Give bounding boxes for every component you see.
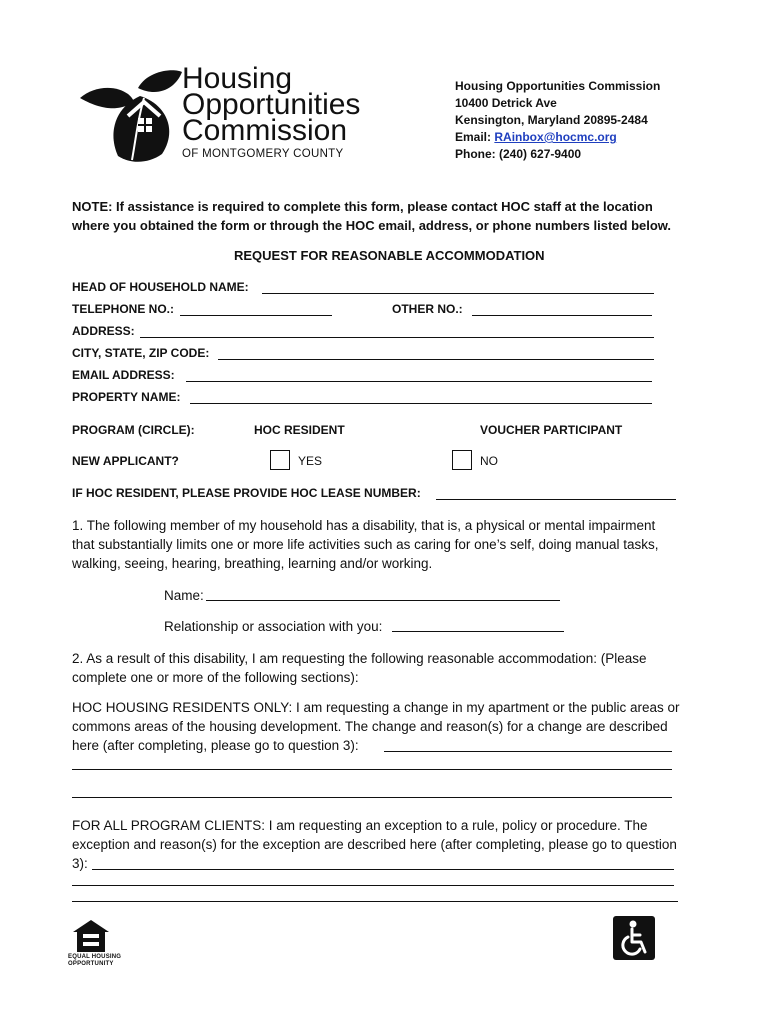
property-label: PROPERTY NAME: [72, 390, 181, 404]
relationship-input-line[interactable] [392, 631, 564, 632]
hoc-only-line-2: commons areas of the housing development. The change and reason(s) for a change are described [72, 719, 668, 734]
eho-line-1: EQUAL HOUSING [68, 954, 122, 960]
accessibility-badge [613, 916, 655, 960]
all-clients-input-line-1[interactable] [92, 869, 674, 870]
note [72, 197, 671, 235]
no-checkbox[interactable] [452, 450, 472, 470]
equal-housing-logo [68, 918, 122, 970]
eho-line-2: OPPORTUNITY [68, 961, 114, 967]
name-input-line[interactable] [206, 600, 560, 601]
address-input-line[interactable] [140, 337, 654, 338]
relationship-label: Relationship or association with you: [164, 619, 383, 634]
head-input-line[interactable] [262, 293, 654, 294]
all-clients-input-line-2[interactable] [72, 885, 674, 886]
hoc-only-input-line-3[interactable] [72, 797, 672, 798]
note-line-2: where you obtained the form or through the HOC email, address, or phone numbers listed below. [72, 218, 672, 233]
contact-street: 10400 Detrick Ave [455, 96, 557, 110]
logo-line-commission: Commission [182, 114, 348, 147]
question-1 [72, 516, 659, 573]
hoc-logo [78, 62, 378, 166]
other-input-line[interactable] [472, 315, 652, 316]
contact-phone: Phone: (240) 627-9400 [455, 147, 582, 161]
property-input-line[interactable] [190, 403, 652, 404]
program-option-voucher[interactable]: VOUCHER PARTICIPANT [480, 423, 623, 437]
hoc-only-section [72, 698, 680, 755]
no-label: NO [480, 454, 498, 468]
all-clients-input-line-3[interactable] [72, 901, 678, 902]
hoc-only-line-3: here (after completing, please go to question 3): [72, 738, 359, 753]
note-line-1: NOTE: If assistance is required to complete this form, please contact HOC staff at the location [72, 199, 653, 214]
logo-line-county: OF MONTGOMERY COUNTY [182, 148, 344, 160]
q1-line-1: 1. The following member of my household has a disability, that is, a physical or mental impairment [72, 518, 656, 533]
hoc-only-line-1: HOC HOUSING RESIDENTS ONLY: I am requesting a change in my apartment or the public areas or [72, 700, 680, 715]
wheelchair-icon [613, 916, 655, 960]
head-label: HEAD OF HOUSEHOLD NAME: [72, 280, 249, 294]
telephone-input-line[interactable] [180, 315, 332, 316]
logo-line-opportunities: Opportunities [182, 88, 361, 121]
leaf-house-logo-icon [78, 68, 188, 164]
q1-line-3: walking, seeing, hearing, breathing, learning and/or working. [72, 556, 433, 571]
new-applicant-label: NEW APPLICANT? [72, 454, 179, 468]
all-clients-line-2: exception and reason(s) for the exception are described here (after completing, please go to question [72, 837, 677, 852]
address-label: ADDRESS: [72, 324, 135, 338]
lease-input-line[interactable] [436, 499, 676, 500]
contact-email-link[interactable]: RAinbox@hocmc.org [494, 130, 617, 144]
contact-email-row [455, 129, 660, 146]
logo-line-housing: Housing [182, 62, 293, 95]
all-clients-line-1: FOR ALL PROGRAM CLIENTS: I am requesting an exception to a rule, policy or procedure. The [72, 818, 648, 833]
contact-org: Housing Opportunities Commission [455, 79, 661, 93]
yes-label: YES [298, 454, 323, 468]
email-label: EMAIL ADDRESS: [72, 368, 175, 382]
email-input-line[interactable] [186, 381, 652, 382]
question-2 [72, 649, 647, 687]
program-label: PROGRAM (CIRCLE): [72, 423, 195, 437]
city-label: CITY, STATE, ZIP CODE: [72, 346, 210, 360]
contact-city: Kensington, Maryland 20895-2484 [455, 113, 648, 127]
contact-block [455, 78, 660, 163]
all-clients-section [72, 816, 677, 873]
equal-housing-icon [71, 918, 111, 954]
q1-line-2: that substantially limits one or more life activities such as caring for one’s self, doing manual tasks, [72, 537, 659, 552]
all-clients-line-3: 3): [72, 856, 88, 871]
form-title: REQUEST FOR REASONABLE ACCOMMODATION [234, 248, 545, 263]
lease-label: IF HOC RESIDENT, PLEASE PROVIDE HOC LEASE NUMBER: [72, 486, 421, 500]
other-label: OTHER NO.: [392, 302, 463, 316]
q2-line-1: 2. As a result of this disability, I am requesting the following reasonable accommodation: (Please [72, 651, 647, 666]
hoc-only-input-line-2[interactable] [72, 769, 672, 770]
q2-line-2: complete one or more of the following sections): [72, 670, 359, 685]
city-input-line[interactable] [218, 359, 654, 360]
name-label: Name: [164, 588, 204, 603]
program-option-hoc-resident[interactable]: HOC RESIDENT [254, 423, 345, 437]
hoc-only-input-line-1[interactable] [384, 751, 672, 752]
yes-checkbox[interactable] [270, 450, 290, 470]
telephone-label: TELEPHONE NO.: [72, 302, 175, 316]
contact-email-label: Email: [455, 130, 495, 144]
